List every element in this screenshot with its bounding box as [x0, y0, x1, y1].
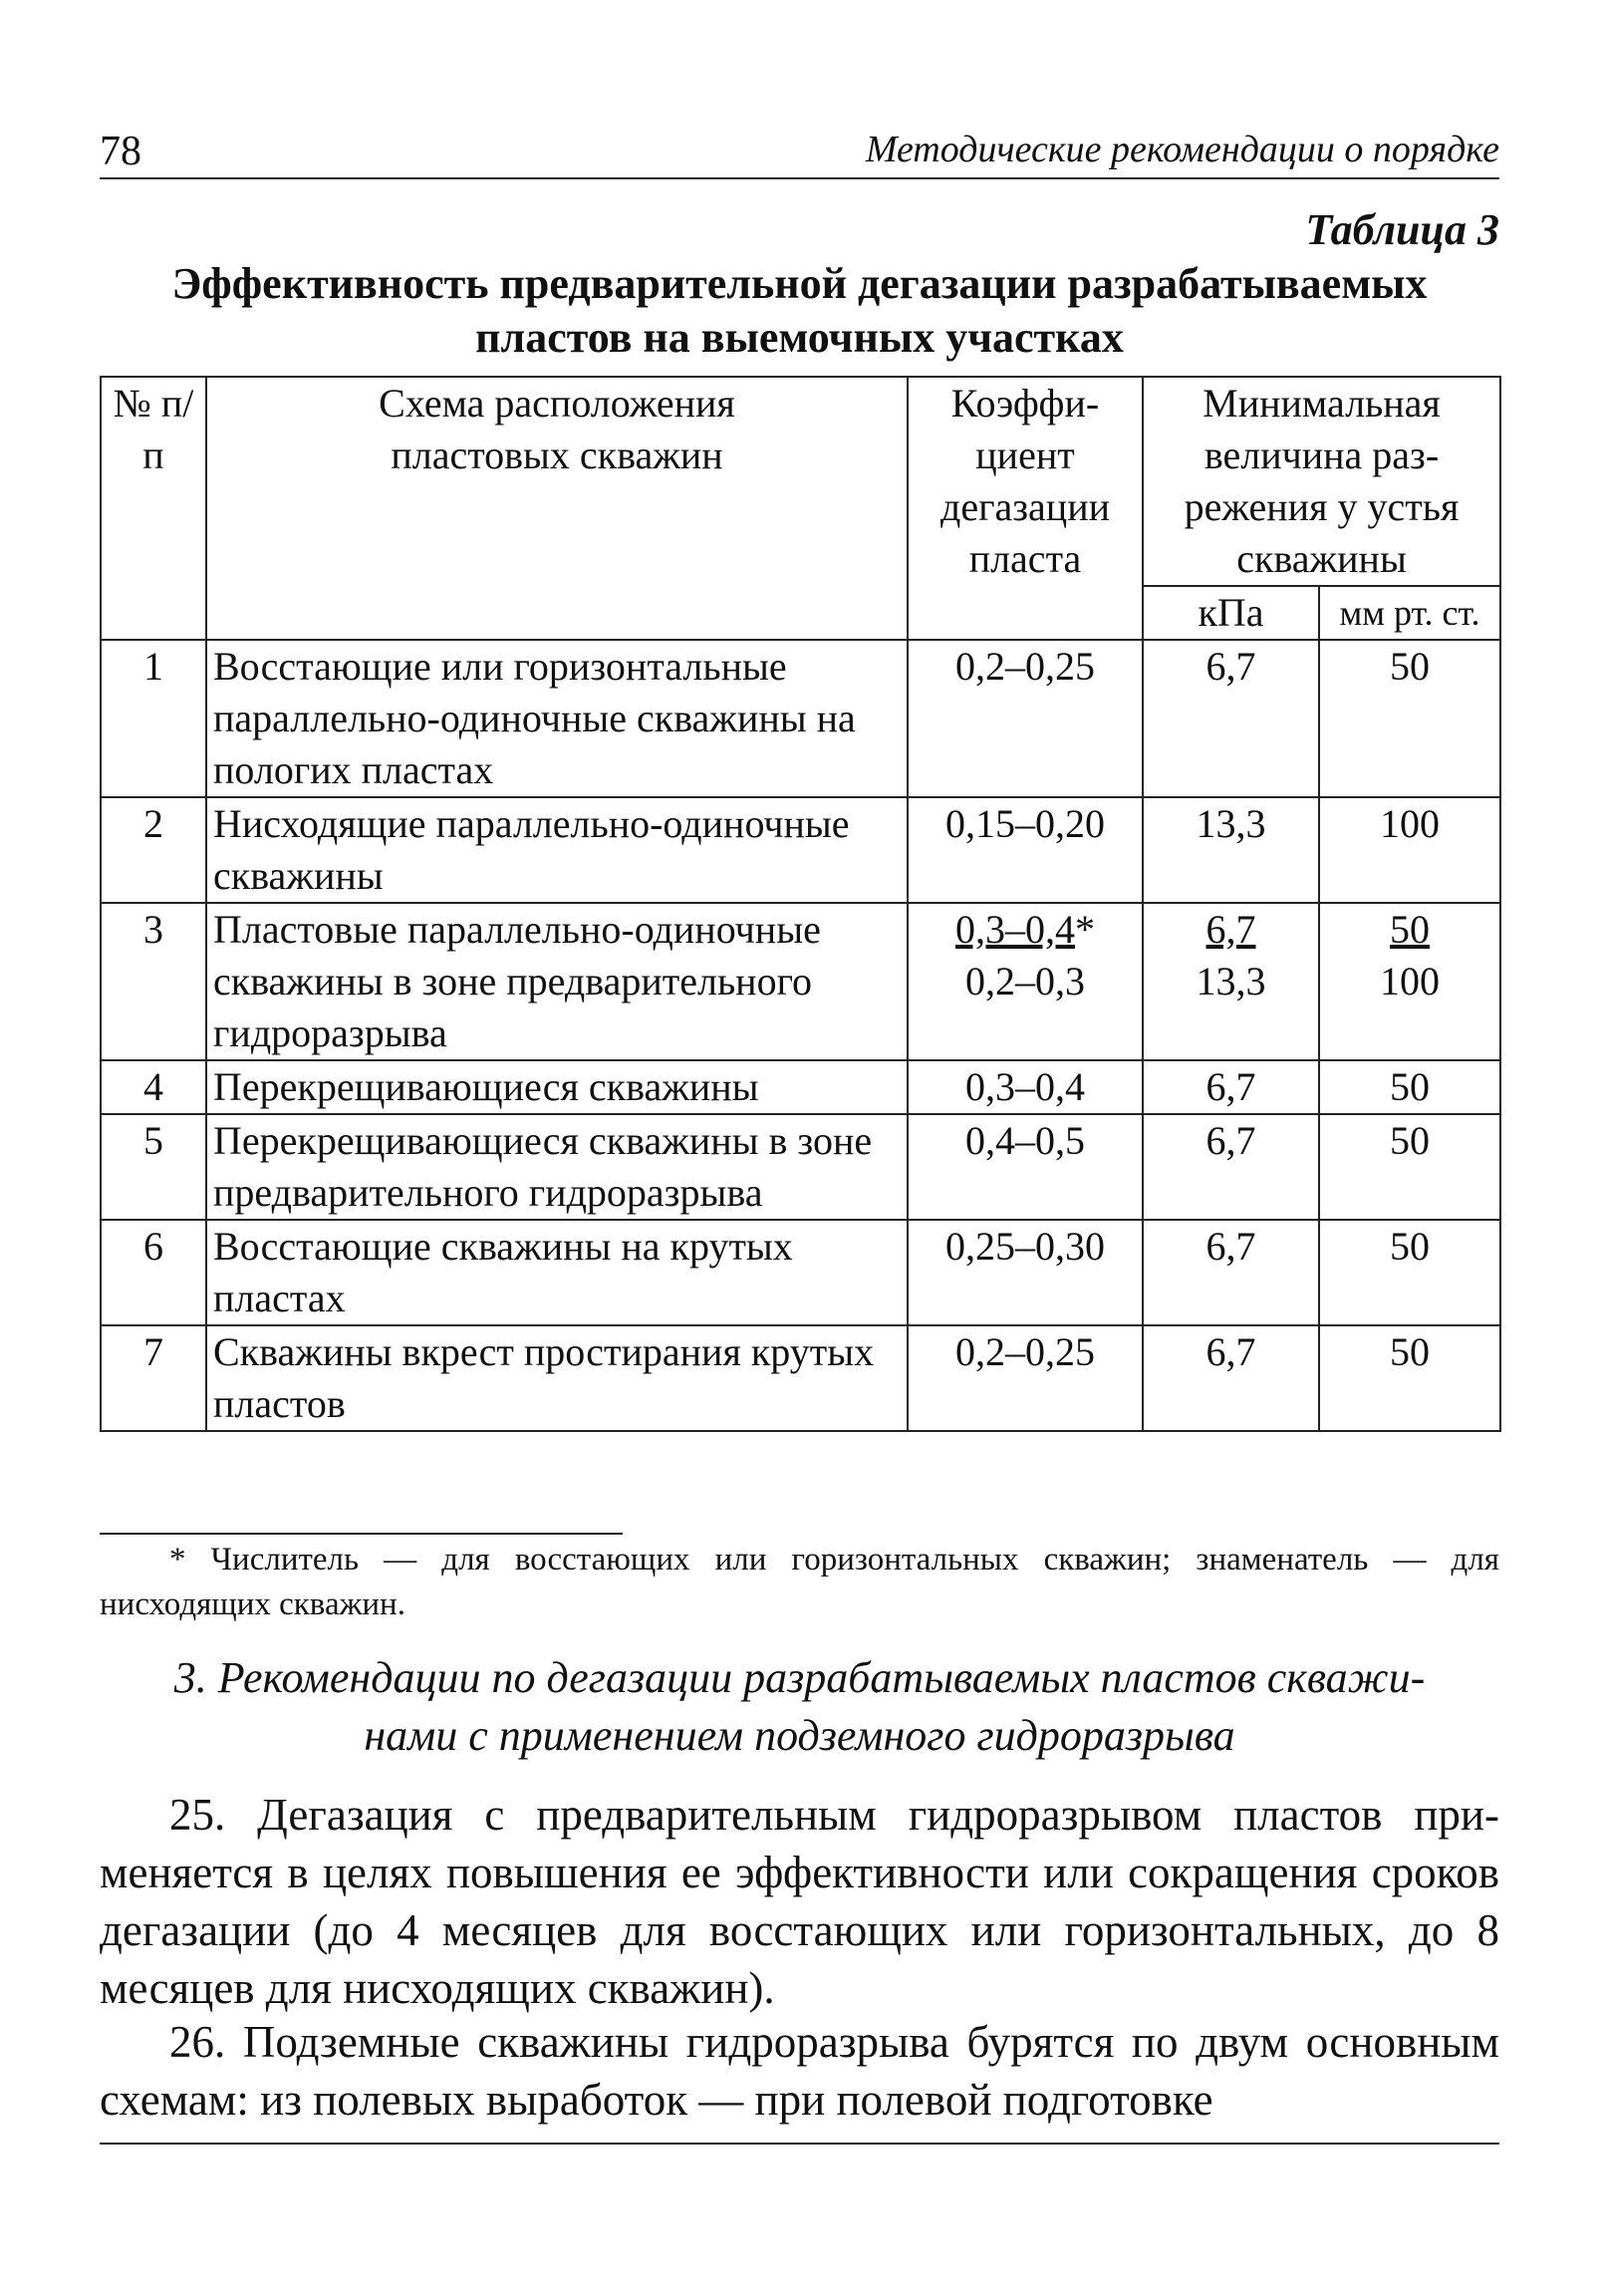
table-row: [101, 1325, 1500, 1431]
mmhg-numerator: 50: [1390, 907, 1430, 952]
table-title-line-1: Эффективность предварительной дегазации разрабатываемых: [171, 259, 1428, 308]
bottom-rule: [100, 2143, 1499, 2145]
row-kpa: 6,7: [1143, 1060, 1319, 1114]
table-title-line-2: пластов на выемочных участках: [475, 313, 1124, 362]
row-mmhg: [1319, 903, 1500, 1060]
paragraph-25: 25. Дегазация с предварительным гидроразрывом пластов применяется в целях повышения ее эффективности или сокращения сроков дегазации (до 4 месяцев для восстающих или горизонтальных, до 8 месяцев для нисходящих скважин).: [100, 1790, 1499, 2013]
coef-numerator: 0,3–0,4: [955, 907, 1075, 952]
row-scheme: Восстающие скважины на крутых пластах: [206, 1220, 908, 1325]
running-header: [100, 128, 1499, 179]
table-footnote: * Числитель — для восстающих или горизонтальных скважин; знаменатель — для нисходящих скважин.: [100, 1542, 1499, 1622]
row-num: 7: [101, 1325, 206, 1431]
row-coef: 0,4–0,5: [908, 1114, 1143, 1220]
row-coef: [908, 903, 1143, 1060]
row-mmhg: 50: [1319, 640, 1500, 797]
section-title-line-1: 3. Рекомендации по дегазации разрабатываемых пластов скважи-: [173, 1653, 1426, 1702]
page-number: 78: [100, 129, 141, 174]
table-header-row: [101, 377, 1500, 586]
table-row: [101, 1114, 1500, 1220]
section-title: [100, 1649, 1499, 1765]
coef-numerator-line: [915, 904, 1136, 956]
table-row: [101, 1060, 1500, 1114]
kpa-denominator: 13,3: [1196, 959, 1266, 1004]
table-title: [100, 257, 1499, 365]
footnote-rule: [100, 1533, 623, 1535]
row-coef: 0,25–0,30: [908, 1220, 1143, 1325]
header-kpa: кПа: [1143, 586, 1319, 640]
footnote-marker: *: [1075, 907, 1095, 952]
degassing-table: [100, 376, 1501, 1432]
row-num: 4: [101, 1060, 206, 1114]
row-coef: 0,15–0,20: [908, 797, 1143, 903]
header-coef: Коэффициент дегазации пласта: [908, 377, 1143, 640]
row-coef: 0,3–0,4: [908, 1060, 1143, 1114]
row-num: 5: [101, 1114, 206, 1220]
row-coef: 0,2–0,25: [908, 1325, 1143, 1431]
row-num: 3: [101, 903, 206, 1060]
row-kpa: 6,7: [1143, 640, 1319, 797]
row-coef: 0,2–0,25: [908, 640, 1143, 797]
kpa-numerator: 6,7: [1205, 907, 1256, 952]
row-mmhg: 100: [1319, 797, 1500, 903]
mmhg-denominator: 100: [1380, 959, 1440, 1004]
row-kpa: 6,7: [1143, 1114, 1319, 1220]
row-mmhg: 50: [1319, 1220, 1500, 1325]
running-title: Методические рекомендации о порядке: [865, 129, 1499, 170]
row-scheme: Восстающие или горизонтальные параллельно-одиночные скважины на пологих пластах: [206, 640, 908, 797]
row-kpa: 13,3: [1143, 797, 1319, 903]
row-mmhg: 50: [1319, 1114, 1500, 1220]
header-num: № п/п: [101, 377, 206, 640]
row-mmhg: 50: [1319, 1060, 1500, 1114]
row-scheme: Перекрещивающиеся скважины: [206, 1060, 908, 1114]
row-num: 1: [101, 640, 206, 797]
header-mmhg: мм рт. ст.: [1319, 586, 1500, 640]
header-min-pressure: Минимальная величина разрежения у устья скважины: [1143, 377, 1500, 586]
table-row: [101, 797, 1500, 903]
row-kpa: [1143, 903, 1319, 1060]
header-scheme: Схема расположения пластовых скважин: [206, 377, 908, 640]
table-label: Таблица 3: [1305, 205, 1499, 254]
row-mmhg: 50: [1319, 1325, 1500, 1431]
row-kpa: 6,7: [1143, 1325, 1319, 1431]
row-scheme: Нисходящие параллельно-одиночные скважины: [206, 797, 908, 903]
table-row: [101, 1220, 1500, 1325]
row-num: 2: [101, 797, 206, 903]
row-scheme: Пластовые параллельно-одиночные скважины в зоне предварительного гидроразрыва: [206, 903, 908, 1060]
table-row: [101, 903, 1500, 1060]
row-kpa: 6,7: [1143, 1220, 1319, 1325]
paragraph-26: 26. Подземные скважины гидроразрыва бурятся по двум основным схемам: из полевых выработок — при полевой подготовке: [100, 2017, 1499, 2125]
row-scheme: Скважины вкрест простирания крутых пластов: [206, 1325, 908, 1431]
coef-denominator: 0,2–0,3: [965, 959, 1085, 1004]
row-scheme: Перекрещивающиеся скважины в зоне предварительного гидроразрыва: [206, 1114, 908, 1220]
section-title-line-2: нами с применением подземного гидроразрыва: [364, 1711, 1235, 1760]
table-row: [101, 640, 1500, 797]
row-num: 6: [101, 1220, 206, 1325]
